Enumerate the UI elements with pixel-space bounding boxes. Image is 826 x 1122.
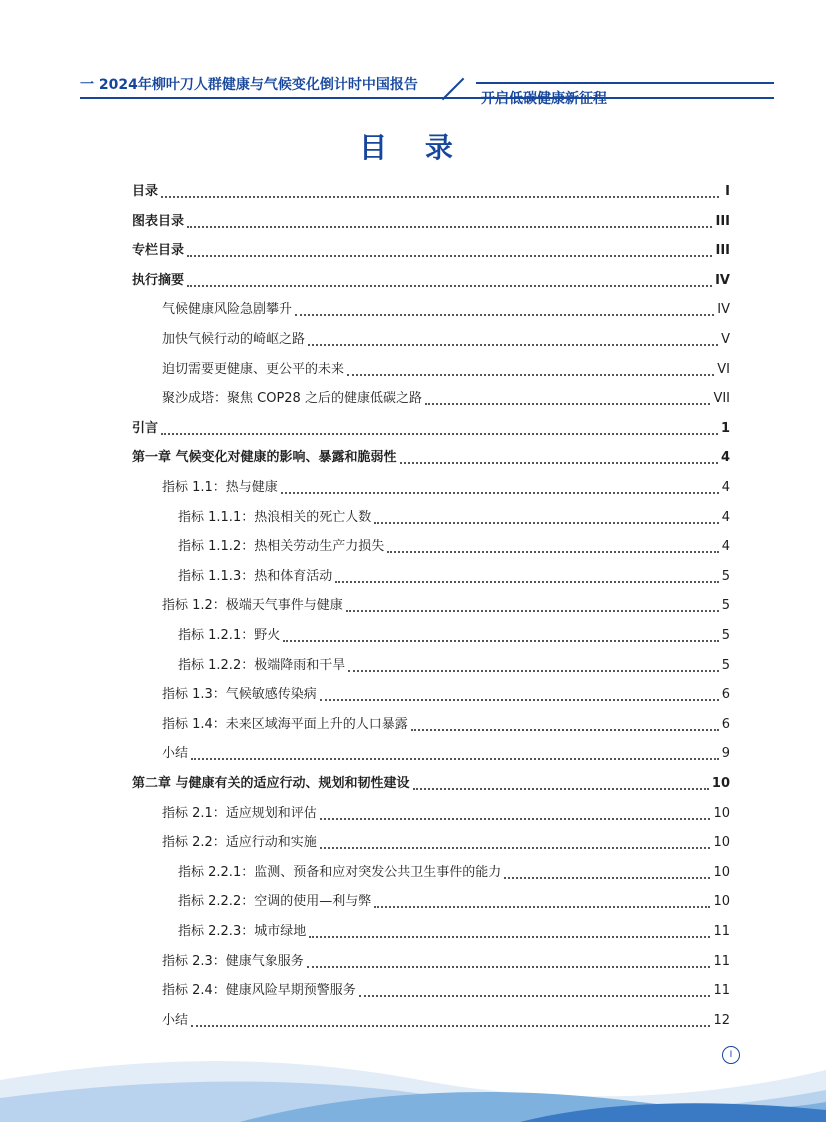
toc-entry-label: 加快气候行动的崎岖之路: [162, 332, 306, 347]
toc-entry-page: 12: [713, 1012, 730, 1028]
toc-leader-dots: [161, 433, 718, 435]
toc-entry-page: 10: [713, 864, 730, 880]
toc-entry[interactable]: [162, 685, 730, 705]
toc-entry[interactable]: [162, 596, 730, 616]
toc-entry-page: VI: [717, 361, 730, 377]
toc-entry-label: 指标 2.4：健康风险早期预警服务: [162, 983, 356, 999]
toc-entry[interactable]: [132, 241, 730, 261]
toc-leader-dots: [320, 699, 719, 701]
report-subtitle: 开启低碳健康新征程: [481, 91, 607, 107]
toc-leader-dots: [359, 995, 711, 997]
toc-entry[interactable]: [178, 892, 730, 912]
toc-entry-page: I: [725, 184, 730, 199]
toc-leader-dots: [187, 255, 712, 257]
footer-wave-decoration: [0, 1040, 826, 1122]
toc-entry-page: 5: [721, 568, 730, 584]
toc-entry[interactable]: [178, 922, 730, 942]
toc-entry-label: 指标 1.2：极端天气事件与健康: [162, 598, 343, 614]
toc-entry[interactable]: [132, 448, 730, 468]
toc-entry-label: 指标 1.2.1：野火: [178, 628, 281, 643]
page-header: [0, 0, 826, 110]
toc-entry-label: 指标 1.1.1：热浪相关的死亡人数: [178, 509, 372, 525]
toc-entry-label: 引言: [132, 420, 159, 436]
toc-entry-page: 5: [721, 657, 730, 673]
toc-leader-dots: [411, 729, 719, 731]
toc-entry[interactable]: [162, 360, 730, 380]
toc-entry-label: 指标 1.1.2：热相关劳动生产力损失: [178, 539, 385, 555]
toc-leader-dots: [283, 640, 719, 642]
toc-entry[interactable]: [178, 537, 730, 557]
toc-entry[interactable]: [162, 330, 730, 350]
toc-entry-page: 4: [721, 480, 730, 495]
toc-entry[interactable]: [178, 508, 730, 528]
toc-leader-dots: [425, 403, 710, 405]
toc-entry-label: 迫切需要更健康、更公平的未来: [162, 361, 345, 377]
toc-leader-dots: [295, 314, 714, 316]
toc-entry[interactable]: [162, 744, 730, 764]
toc-entry[interactable]: [178, 626, 730, 646]
page-title: 目 录: [359, 131, 467, 164]
toc-entry[interactable]: [132, 774, 730, 794]
toc-entry-page: VII: [713, 391, 730, 407]
page-number: I: [722, 1046, 740, 1064]
toc-leader-dots: [281, 492, 719, 494]
toc-entry-label: 小结: [162, 746, 189, 762]
toc-leader-dots: [504, 877, 710, 879]
toc-entry-label: 指标 2.2：适应行动和实施: [162, 835, 317, 851]
toc-entry-page: III: [715, 213, 730, 229]
toc-entry[interactable]: [178, 656, 730, 676]
toc-leader-dots: [187, 285, 712, 287]
toc-entry-page: IV: [715, 272, 730, 288]
toc-leader-dots: [346, 610, 719, 612]
toc-entry[interactable]: [162, 389, 730, 409]
toc-entry-page: 4: [721, 539, 730, 555]
toc-entry-page: V: [721, 332, 730, 347]
toc-entry-label: 图表目录: [132, 213, 185, 229]
toc-entry-page: 5: [721, 628, 730, 643]
toc-entry[interactable]: [162, 1011, 730, 1031]
toc-entry-label: 聚沙成塔：聚焦 COP28 之后的健康低碳之路: [162, 391, 422, 407]
toc-entry-page: 11: [713, 924, 730, 939]
toc-entry-page: 6: [721, 716, 730, 732]
toc-entry-label: 第一章 气候变化对健康的影响、暴露和脆弱性: [132, 450, 397, 466]
toc-entry-label: 指标 2.2.2：空调的使用—利与弊: [178, 894, 372, 910]
toc-entry[interactable]: [162, 833, 730, 853]
toc-entry[interactable]: [162, 478, 730, 498]
toc-entry-page: 4: [721, 509, 730, 525]
toc-entry[interactable]: [178, 863, 730, 883]
toc-leader-dots: [374, 906, 710, 908]
toc-entry-page: 4: [720, 450, 730, 466]
toc-entry-label: 气候健康风险急剧攀升: [162, 302, 293, 318]
toc-entry[interactable]: [132, 419, 730, 439]
report-title: 一 2024年柳叶刀人群健康与气候变化倒计时中国报告: [80, 77, 418, 93]
toc-leader-dots: [161, 196, 719, 198]
toc-entry-page: 9: [721, 746, 730, 762]
toc-leader-dots: [413, 788, 709, 790]
toc-entry-label: 指标 2.2.1：监测、预备和应对突发公共卫生事件的能力: [178, 864, 502, 880]
toc-leader-dots: [400, 462, 718, 464]
toc-entry[interactable]: [132, 182, 730, 202]
header-rule-bottom: [80, 97, 774, 99]
toc-entry-label: 指标 1.3：气候敏感传染病: [162, 687, 317, 703]
toc-leader-dots: [191, 1025, 710, 1027]
toc-leader-dots: [348, 670, 719, 672]
toc-leader-dots: [335, 581, 719, 583]
toc-entry-label: 指标 2.1：适应规划和评估: [162, 805, 317, 821]
toc-entry-page: 10: [711, 776, 730, 791]
toc-entry[interactable]: [132, 212, 730, 232]
toc-entry[interactable]: [162, 300, 730, 320]
toc-entry[interactable]: [132, 271, 730, 291]
toc-leader-dots: [191, 758, 719, 760]
header-rule-top: [476, 82, 774, 84]
toc-entry[interactable]: [178, 567, 730, 587]
toc-leader-dots: [320, 818, 711, 820]
toc-entry-page: 10: [713, 894, 730, 910]
toc-entry[interactable]: [162, 952, 730, 972]
toc-entry-page: 10: [713, 835, 730, 851]
toc-entry-page: 11: [713, 983, 730, 999]
toc-entry-page: 5: [721, 598, 730, 614]
toc-leader-dots: [309, 936, 710, 938]
toc-entry-label: 指标 2.3：健康气象服务: [162, 953, 304, 969]
toc-leader-dots: [187, 226, 712, 228]
toc-entry-label: 小结: [162, 1012, 189, 1028]
toc-entry-label: 目录: [132, 184, 159, 199]
toc-entry-page: III: [715, 243, 730, 259]
toc-entry-page: IV: [717, 302, 730, 318]
toc-entry-page: 11: [713, 953, 730, 969]
toc-entry-label: 第二章 与健康有关的适应行动、规划和韧性建设: [132, 776, 410, 791]
toc-entry-page: 1: [720, 420, 730, 436]
toc-entry[interactable]: [162, 715, 730, 735]
toc-entry-label: 执行摘要: [132, 272, 185, 288]
toc-leader-dots: [374, 522, 719, 524]
toc-entry-label: 指标 1.2.2：极端降雨和干旱: [178, 657, 346, 673]
toc-entry-label: 专栏目录: [132, 243, 185, 259]
toc-entry-page: 10: [713, 805, 730, 821]
toc-leader-dots: [347, 374, 714, 376]
toc-entry[interactable]: [162, 981, 730, 1001]
toc-entry-label: 指标 2.2.3：城市绿地: [178, 924, 307, 939]
toc-entry-label: 指标 1.4：未来区域海平面上升的人口暴露: [162, 716, 408, 732]
toc-leader-dots: [308, 344, 718, 346]
toc-leader-dots: [387, 551, 719, 553]
toc-leader-dots: [320, 847, 711, 849]
toc-entry[interactable]: [162, 804, 730, 824]
toc-leader-dots: [307, 966, 711, 968]
toc-entry-page: 6: [721, 687, 730, 703]
toc-entry-label: 指标 1.1.3：热和体育活动: [178, 568, 333, 584]
toc-entry-label: 指标 1.1：热与健康: [162, 480, 278, 495]
